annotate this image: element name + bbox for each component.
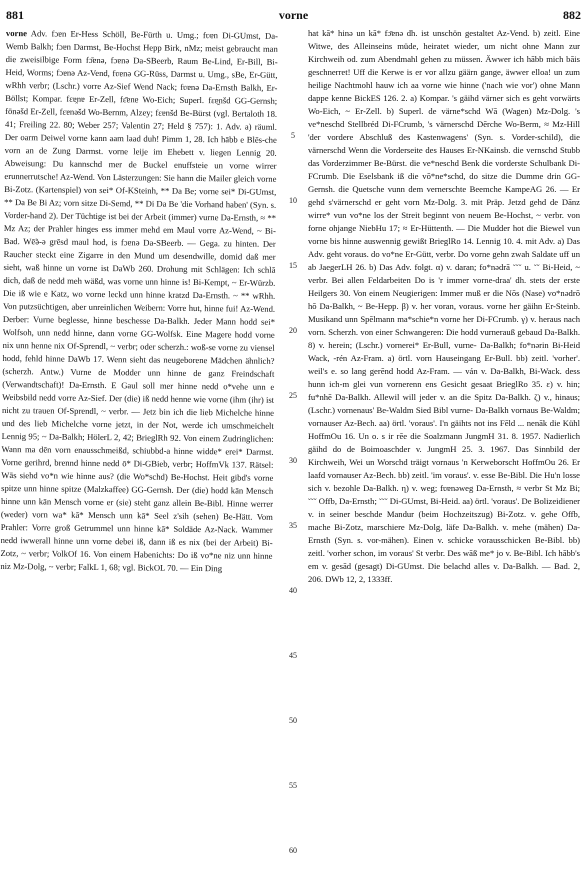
line-number: 50 xyxy=(289,716,297,725)
line-number: 20 xyxy=(289,326,297,335)
line-number: 60 xyxy=(289,846,297,855)
line-number: 30 xyxy=(289,456,297,465)
page-number-right: 882 xyxy=(563,8,581,22)
lemma: vorne xyxy=(5,27,28,39)
entry-paragraph xyxy=(0,27,278,576)
right-column xyxy=(308,27,580,867)
entry-text: Adv. fɔɐn Er-Hess Schöll, Be-Fürth u. Umg.; fʋɐn Di-GUmst, Da-Wemb Balkh; fɔɐn Darmst, Be-Hochst Hepp Birk, nMz; meist gebraucht man die zweisilbige Form fɔ̄ɐnə, fɔɐnə Da-SBeerb, Raum Be-Lind, Er-Bill, Bi-Heid, Worms; fɔɐnə Az-Vend, fʋɐnə GG-Rüss, Darmst u. Umg., sBe, Er-Gütt, wRhh verbr; (Lschr.) vorre Az-Sief Wend Nack; fʋɐnə Da-Ernsth Balkh, Er-Böllst; Kompar. fɛɐ̯nɐ Er-Zell, fɛ̄ɐnɐ Wo-Eich; Superl. fɛɐ̯nšd GG-Gernsh; fōnəšd Er-Zell, fɛɐnəšd Wo-Bernm, Alzey; fɛɐnšd Be-Bürst (vgl. Bertaloth 18. 41; Freiling 22. 80; Weber 257; Valentin 27; Held § 757): 1. Adv. a) räuml. Der oarm Deiwel vorne kann aam laad duh! Pimm 1, 28. Ich hābb e Blēs-che vorn an de Zung Darmst. vorne leije im Ehebett v. liegen Lennig 20. Abweisung: Du kannschd mer de Buckel enuffsteie un vorne wirrer erunnerrutsche! Az-Wend. Von Lästerzungen: Sie hann die Mailer gleich vorne Bi-Zotz. (Kartenspiel) von sei* Of-KSteinh, ** Da Be; vorne sei* Di-GUmst, ** Da Be Bi Az; vorn sitze Di-Semd, ** Di Da Be 'die Vorhand haben' (Syn. s. Vorder-hand 2). Der Tüchtige ist bei der Arbeit (immer) vurne Da-Ernsth, ≈ ** Mz Az; der Prahler hinges ess immer mehd em Maul vorre Az-Wend, ~ Bi-Bad. Wē̃ə-ə grēsd maul hod, is fɔɐnə Da-SBeerb. — Gega. zu hinten. Der Raucher steckt eine Zigarre in den Mund um desendwille, domid daß mer sieht, waß hinne un vorne ist DaWb 260. Drohung mit Schlägen: Ich schlā dich, daß de nedd meh wäßd, was vorne unn hinne is! Bi-Kempt, ~ Er-Würzb. Die iß wie e Katz, wo vorne leckd unn hinne kratzd Da-Ernsth. ~ ** wRhh. Von putzsüchtigen, aber unreinlichen Weibern: Vorre hut, hinne fui! Az-Wend. Derber: Vurne beglesse, hinne beschesse Da-Balkh. Jeder Mann hodd sei* Wolfsoh, unn nedd hinne, dann vorne GG-Wolfsk. Eine Magere hodd vorne nix unn henne nix Of-Sprendl, ~ verbr; oder scherzh.: woß-se vorne zu viensel hodd, fehld hinne DaWb 17. Wenn sieht das neugeborene Mädchen ähnlich? (scherzh. Antw.) Vurne de Modder unn hinne de ganz Freindschaft (Verwandtschaft)! Da-Ernsth. E Gaul soll mer hinne nedd o*vehe unn e Weibsbild nedd vorre Az-Sief. Der (die) iß nedd henne wie vorne (ihm (ihr) ist nicht zu trauen Of-Sprendl, ~ verbr. — Jetz bin ich die lieb Michelche hinne und des lieb Michelche vorne jetzt, in der Not, werde ich umschmeichelt Lennig 95; ~ Da-Balkh; HölerL 2, 42; BrieglRh 92. Von einem Zudringlichen: Wann ma dēn vorn enausschmeißd, schiubbd-a hinne widde* erei* Darmst. Vorne gerihrd, brennd hinne nedd ō* Di-GBieb, verbr; HoffmVk 137. Rätsel: Wās siehd vo*n wie hinne aus? (die Wo*schd) Be-Hochst. Heit gibd's vorne spitze unn hinne spitze (Malzkaffee) GG-Gernsh. Der (die) hodd kān Mensch hinne unn kān Mensch vorne er (sie) steht ganz allein Be-Bibl. Hinne werrer (weder) vorn wa* kā* Mensch unn kā* Seel z'sih (sehen) Be-Hätt. Vom Prahler: Vorre groß Getrummel unn hinne kā* Soldāde Az-Nack. Wammer nedd iwwerall hinne unn vorne debei iß, dann iß es nix (bei der Arbeit) Bi-Zotz, ~ verbr; VolkOf 16. Von einem Habenichts: Do iß vo*ne niz unn hinne niz Mz-Dolg, ~ verbr; FalkL 1, 68; vgl. BickOL 70. — Ein Ding xyxy=(0,28,278,574)
line-number: 40 xyxy=(289,586,297,595)
page-number-left: 881 xyxy=(6,8,24,22)
line-number: 45 xyxy=(289,651,297,660)
line-number-gutter xyxy=(283,27,305,867)
line-number: 15 xyxy=(289,261,297,270)
line-number: 35 xyxy=(289,521,297,530)
line-number: 55 xyxy=(289,781,297,790)
line-number: 25 xyxy=(289,391,297,400)
running-headword: vorne xyxy=(278,8,309,22)
line-number: 10 xyxy=(289,196,297,205)
line-number: 5 xyxy=(291,131,295,140)
left-column xyxy=(0,27,278,870)
entry-paragraph: hat kā* hinə un kā* fɔ̄ɐnə dh. ist unschön gestaltet Az-Vend. b) zeitl. Eine Witwe, des Alleinseins müde, heiratet wieder, um nicht ohne Mann zur Kirchweih od. zum Abendmahl gehen zu müssen. Äwwer ich hābb mich bāis geschnerret! Uff die Kerwe is er vor allzu gäärn gange, äwwer elloa! un zum heilige Nachtmohl hauw ich aa vorne wie hinne ('nach wie vor') ohne Mann dappe kenne BickES 126. 2. a) Kompar. 's gäihd värner sich es geht vorwärts Wo-Eich, ~ Er-Zell. b) Superl. de värne*schd Wā (Wagen) Mz-Dolg. 's ve*neschd Stellbréd Di-FCrumb, 's värnerschd Dērche Wo-Berm, ≈ Mz-Hill 'der vordere Abschluß des Kastenwagens' (Syn. s. Vorder-schild), die värnerschd Wenn die Vorderseite des Hauses Er-NKainsb. die vernschd Stubb das Vorderzimmer Be-Bürst. die ve*neschd Benk die vorderste Schulbank Di-FCrumb. Die Eselsbank iß die vō*ne*schd, do sitze die Dumme drin GG-Gernsh. die Quetsche vunn dem vernerschte Beemche KampeAG 26. — Er gehd s'värnerschd er geht vorn Mz-Dolg. 3. mit Präp. Jetzd gehd de Dānz wirre* vun vo*ne los der Streit beginnt von neuem Be-Hochst, ~ verbr. von forne ohjange NiebHu 17; ≈ Er-Hüttenth. — Die Mudder hot die Biewel vun vorne bis hinne auswennig gewißt BrieglRo 14. Lennig 10. 4. mit Adv. a) Das Adv. geht voraus. do vo*ne Er-Gütt, verbr. Do vorne gehn zwah Saldate uff un ab JaegerLH 26. b) Das Adv. folgt. α) v. daran; fo*nədrā ˘˘˘ u. ˘˘ Bi-Heid, ~ verbr. Bei allen Feldarbeiten Do is 'r immer vorne-draa' dh. stets der erste Heilgers 30. Von einem Neugierigen: Immer muß er die Nōs (Nase) vo*nədrō hō Da-Balkh, ~ Be-Hepp. β) v. her voran, voraus. vorne her gäihn Er-Steinb. Musikand unn Spēlmann ma*schie*n vorne her Di-FCrumb. γ) v. heraus nach vorn. Scherzh. von einer Schwangeren: Die hodd vurnerauß gebaud Da-Balkh. 8) v. herein; (Lschr.) vornerei* Er-Bull, vurne- Da-Balkh; fo*nərin Bi-Heid Wack, -rén Az-Fram. a) örtl. vorn Hauseingang Er-Bull. bb) zeitl. 'vorher'. weil's e. so lang gerēnd hodd Az-Fram. — ván v. Da-Balkh, Bi-Wack. dess hunn ich-m glei vun vornerenn ens Gesicht gesaat BrieglRo 35. ε) v. hin; fu*nhē Da-Balkh. Allewil will jeder v. an die Spitz Da-Balkh. ζ) v., hinaus; (Lschr.) vornenaus' Be-Waldm Sied Bibl vurne- Da-Balkh vornaus Be-Waldm; vornauser Az-Bech. aa) örtl. 'voraus'. I'n gäihts not ins Fēld ... nenāk die Kühl HoffmOu 16. Un o. s ir rēe die Soalzmann JungmH 31. 8. 1957. Nadierlich gäihd do de Boimoaschder v. JungmH 25. 3. 1967. Das Sinnbild der Kirchweih, Wei un Worschd träigt vornaus 'n Kerweborscht HoffmOu 26. Er laafd vornauser Az-Bech. bb) zeitl. 'im voraus'. v. esse Be-Bibl. Die Hu'n losse sich v. bezohle Da-Balkh. η) v. weg; fʋɐnəweg Da-Ernsth, ≈ verbr St Mz Bi; ˘˘˘ Offb, Da-Ernsth; ˘˘˘ Di-GUmst, Bi-Heid. aa) örtl. 'voraus'. De Bolizeidiener v. in seiner beschde Mandur (beim Hochzeitszug) Bi-Zotz. v. gehe Offb, mache Bi-Zotz, marschiere Mz-Dolg, läfe Da-Balkh. v. mehe (mähen) Da-Ernsth (Syn. s. vor-mähen). Einen v. schicke vorausschicken Be-Bibl. bb) zeitl. 'vorher schon, im voraus' St verbr. Des wāß me* jo v. Be-Bibl. Ich hābb's em v. gesād (gesagt) Di-GUmst. Die belachd alles v. Da-Balkh. — Bad. 2, 206. DWb 12, 2, 1333ff. xyxy=(308,28,580,584)
running-header xyxy=(0,8,587,24)
